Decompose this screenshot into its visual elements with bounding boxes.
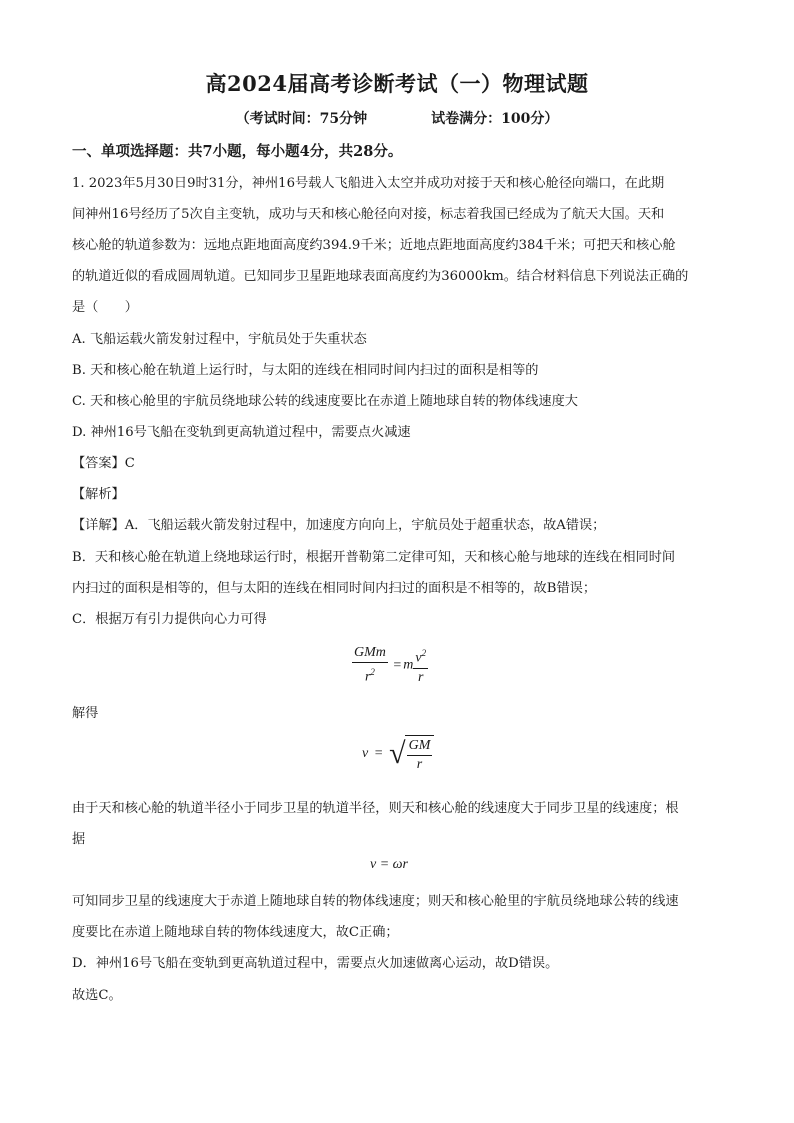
section-heading: 一、单项选择题：共7小题，每小题4分，共28分。 (72, 143, 403, 160)
equation-velocity: v = √ $\frac{GM}{r}$ (362, 735, 434, 773)
option-d: D. 神州16号飞船在变轨到更高轨道过程中，需要点火减速 (72, 425, 411, 440)
question-stem-line: 核心舱的轨道参数为：远地点距地面高度约394.9千米；近地点距地面高度约384千米；可把天和核心舱 (72, 238, 676, 253)
explanation-a: 【详解】A．飞船运载火箭发射过程中，加速度方向向上，宇航员处于超重状态，故A错误； (72, 518, 606, 533)
option-b: B. 天和核心舱在轨道上运行时，与太阳的连线在相同时间内扫过的面积是相等的 (72, 363, 539, 378)
page-title: 高2024届高考诊断考试（一）物理试题 (205, 71, 589, 96)
explanation-c2-line: 据 (72, 832, 86, 847)
analysis-label: 【解析】 (72, 487, 125, 502)
explanation-d-line: D．神州16号飞船在变轨到更高轨道过程中，需要点火加速做离心运动，故D错误。 (72, 956, 559, 971)
solve-label: 解得 (72, 706, 99, 721)
question-stem-line: 的轨道近似的看成圆周轨道。已知同步卫星距地球表面高度约为36000km。结合材料信息下列说法正确的 (72, 269, 689, 284)
answer-value: C (124, 456, 135, 471)
detail-label: 【详解】 (72, 518, 125, 533)
answer-label: 【答案】 (72, 456, 125, 471)
explanation-b-line: B．天和核心舱在轨道上绕地球运行时，根据开普勒第二定律可知，天和核心舱与地球的连线在相同时间 (72, 550, 676, 565)
equation-omega: v = ωr (370, 857, 408, 872)
explanation-b-line: 内扫过的面积是相等的，但与太阳的连线在相同时间内扫过的面积是不相等的，故B错误； (72, 581, 596, 596)
explanation-c-line: C．根据万有引力提供向心力可得 (72, 612, 267, 627)
option-a: A. 飞船运载火箭发射过程中，宇航员处于失重状态 (72, 332, 367, 347)
question-stem-line: 间神州16号经历了5次自主变轨，成功与天和核心舱径向对接，标志着我国已经成为了航天大国。天和 (72, 207, 665, 222)
explanation-c3-line: 可知同步卫星的线速度大于赤道上随地球自转的物体线速度；则天和核心舱里的宇航员绕地球公转的线速 (72, 894, 679, 909)
answer-line (72, 452, 135, 471)
sqrt-symbol: √ (389, 737, 406, 770)
exam-time: （考试时间：75分钟 (235, 111, 368, 127)
question-stem-line: 是（ ） (72, 300, 138, 315)
exam-info (0, 108, 794, 128)
option-c: C. 天和核心舱里的宇航员绕地球公转的线速度要比在赤道上随地球自转的物体线速度大 (72, 394, 578, 409)
question-stem-line: 1. 2023年5月30日9时31分，神州16号载人飞船进入太空并成功对接于天和核心舱径向端口，在此期 (72, 176, 665, 191)
equation-centripetal: $\frac{\text{GMm}}{r^2}$ = m $\frac{v^2}{r}$ (354, 645, 427, 685)
explanation-c2-line: 由于天和核心舱的轨道半径小于同步卫星的轨道半径，则天和核心舱的线速度大于同步卫星的线速度；根 (72, 801, 679, 816)
exam-score: 试卷满分：100分） (431, 111, 559, 127)
conclusion: 故选C。 (72, 988, 122, 1003)
explanation-c3-line: 度要比在赤道上随地球自转的物体线速度大，故C正确； (72, 925, 399, 940)
